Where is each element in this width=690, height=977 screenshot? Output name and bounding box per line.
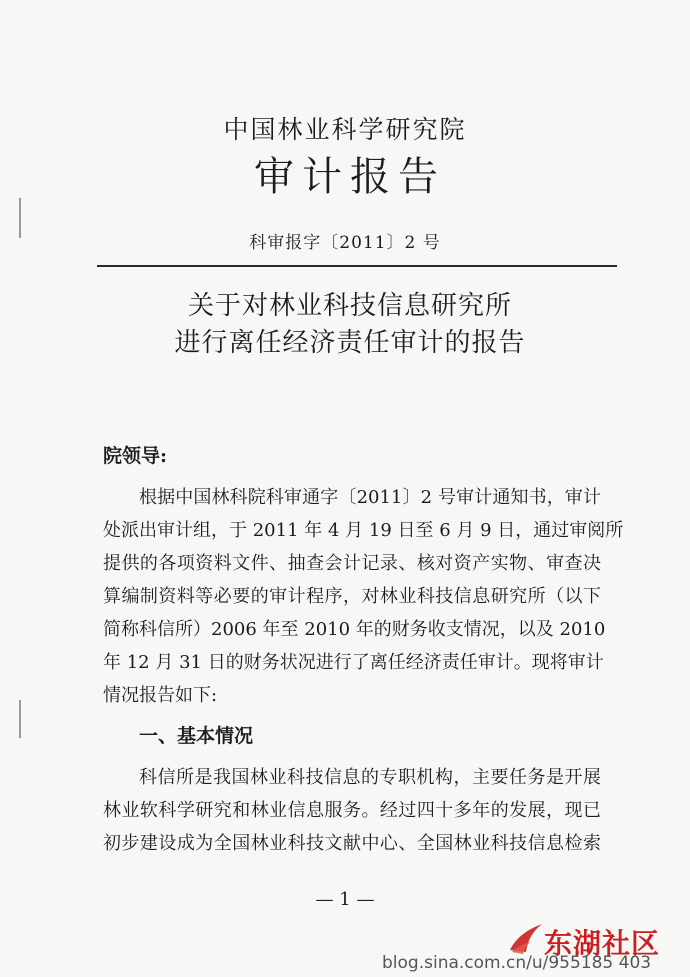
subject-line-1: 关于对林业科技信息研究所 — [187, 291, 512, 321]
document-number: 科审报字〔2011〕2 号 — [249, 233, 441, 253]
report-title: 审计报告 — [254, 154, 446, 200]
binder-hole-mark-bottom — [19, 700, 21, 738]
paragraph-1-line: 根据中国林科院科审通字〔2011〕2 号审计通知书，审计 — [139, 487, 601, 508]
paragraph-2-line: 科信所是我国林业科技信息的专职机构，主要任务是开展 — [139, 767, 601, 788]
page-number: — 1 — — [315, 889, 375, 910]
organization-name: 中国林业科学研究院 — [223, 115, 467, 144]
salutation: 院领导: — [103, 445, 168, 467]
paragraph-2-line: 林业软科学研究和林业信息服务。经过四十多年的发展，现已 — [103, 800, 601, 821]
header-divider — [97, 265, 617, 267]
paragraph-1-line: 提供的各项资料文件、抽查会计记录、核对资产实物、审查决 — [103, 553, 601, 574]
paragraph-1-line: 情况报告如下: — [103, 685, 218, 706]
paragraph-2-line: 初步建设成为全国林业科技文献中心、全国林业科技信息检索 — [103, 833, 601, 854]
watermark-brand: 东湖社区 — [544, 927, 661, 960]
paragraph-1-line: 处派出审计组，于 2011 年 4 月 19 日至 6 月 9 日，通过审阅所 — [103, 520, 624, 541]
wing-logo-icon — [508, 920, 544, 956]
paragraph-1-line: 年 12 月 31 日的财务状况进行了离任经济责任审计。现将审计 — [103, 652, 604, 673]
section-1-heading: 一、基本情况 — [139, 725, 254, 747]
paragraph-1-line: 简称科信所）2006 年至 2010 年的财务收支情况，以及 2010 — [103, 619, 606, 640]
subject-line-2: 进行离任经济责任审计的报告 — [174, 328, 526, 358]
watermark-url[interactable]: blog.sina.com.cn/u/955185 403 — [382, 953, 652, 973]
paragraph-1-line: 算编制资料等必要的审计程序，对林业科技信息研究所（以下 — [103, 586, 601, 607]
